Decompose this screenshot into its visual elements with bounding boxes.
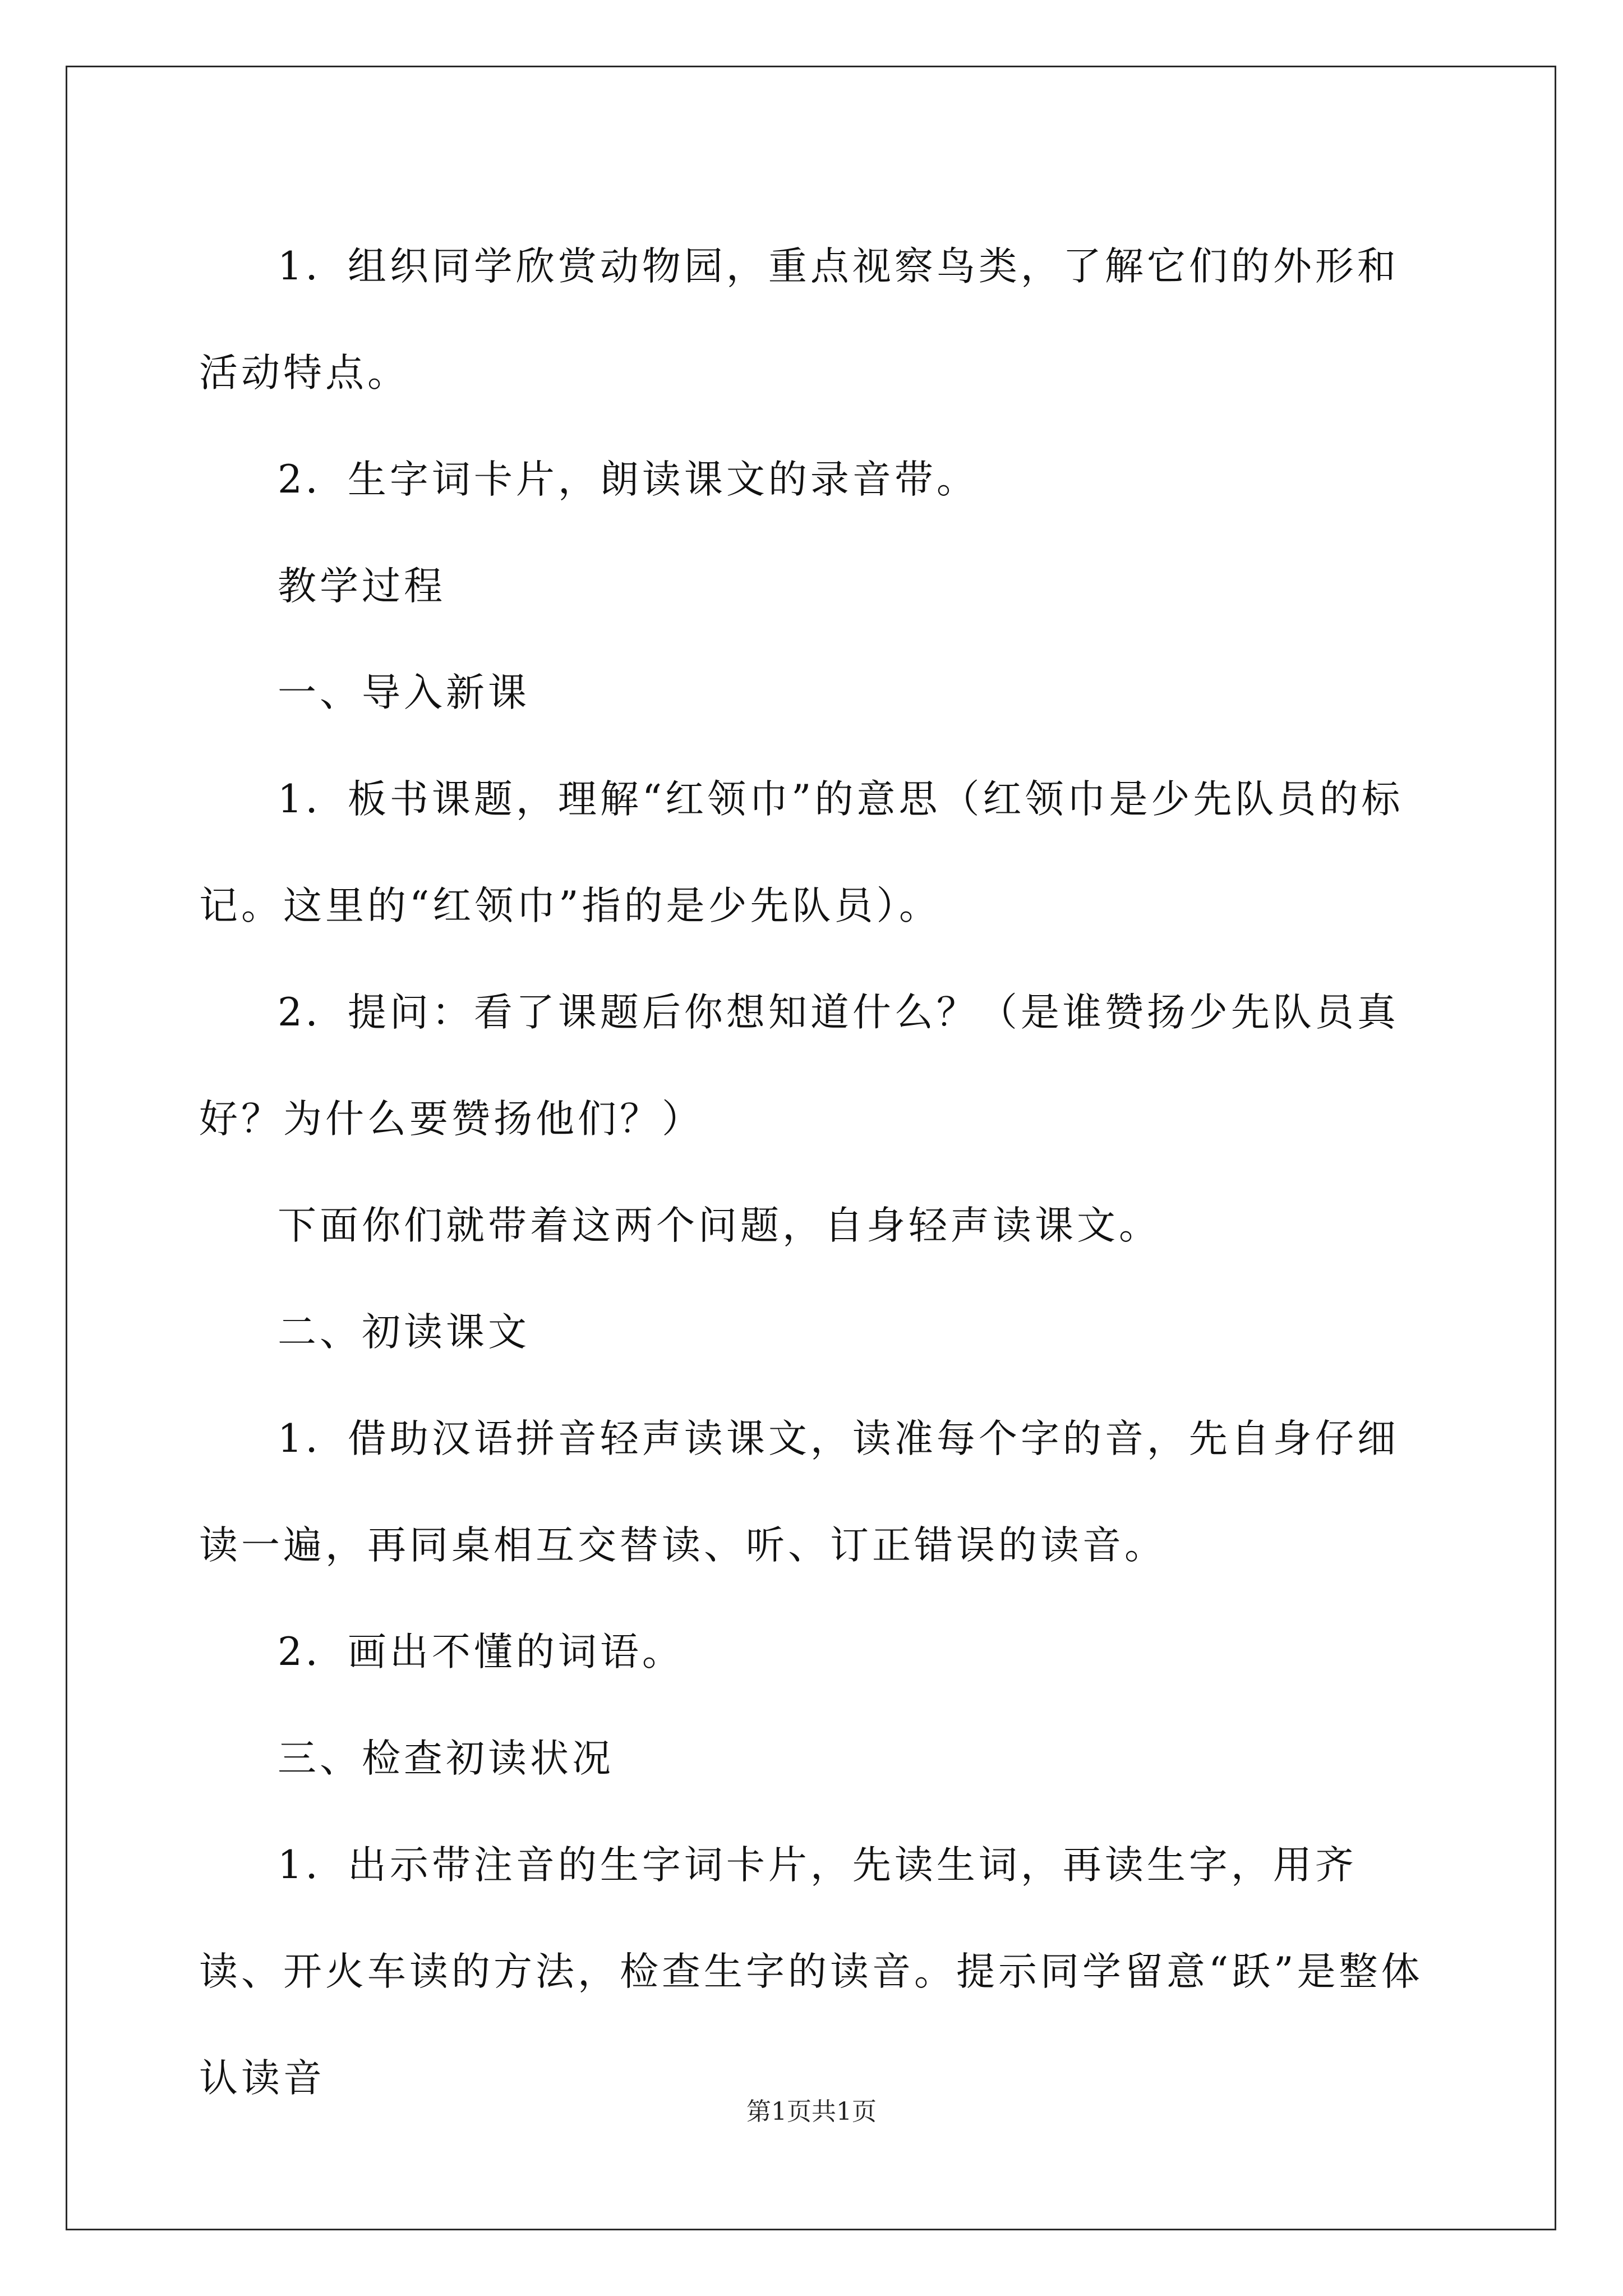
section-heading: 教学过程	[278, 564, 446, 609]
paragraph: 下面你们就带着这两个问题，自身轻声读课文。	[278, 1203, 1161, 1248]
paragraph: 1．板书课题，理解“红领巾”的意思（红领巾是少先队员的标记。这里的“红领巾”指的是少先队员）。	[199, 777, 1404, 928]
page-number: 第1页	[746, 2097, 811, 2126]
page-footer	[0, 2095, 1623, 2129]
section-heading: 三、检查初读状况	[278, 1736, 614, 1781]
page-total: 共1页	[811, 2097, 877, 2126]
paragraph: 1．出示带注音的生字词卡片，先读生词，再读生字，用齐读、开火车读的方法，检查生字的读音。提示同学留意“跃”是整体认读音	[199, 1843, 1423, 2101]
paragraph: 2．画出不懂的词语。	[278, 1630, 684, 1674]
paragraph: 1．组织同学欣赏动物园，重点视察鸟类，了解它们的外形和活动特点。	[199, 244, 1399, 395]
paragraph: 1．借助汉语拼音轻声读课文，读准每个字的音，先自身仔细读一遍，再同桌相互交替读、听、订正错误的读音。	[199, 1416, 1399, 1568]
paragraph: 2．提问：看了课题后你想知道什么？（是谁赞扬少先队员真好？为什么要赞扬他们？）	[199, 990, 1399, 1142]
section-heading: 二、初读课文	[278, 1310, 530, 1355]
section-heading: 一、导入新课	[278, 670, 530, 715]
paragraph: 2．生字词卡片，朗读课文的录音带。	[278, 457, 979, 502]
document-body	[199, 213, 1433, 2132]
